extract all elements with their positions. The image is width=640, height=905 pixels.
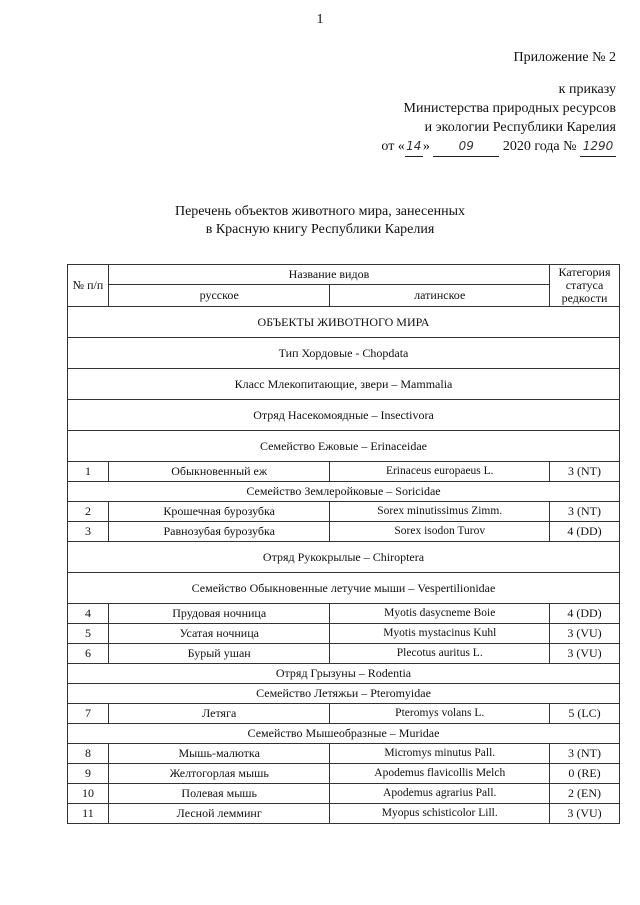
cell-latin-name: Myotis mystacinus Kuhl [330, 624, 550, 644]
cell-russian-name: Прудовая ночница [108, 604, 330, 624]
title-line-2: в Красную книгу Республики Карелия [205, 222, 435, 237]
table-row [68, 624, 620, 644]
table-row [68, 804, 620, 824]
table-group-row [68, 684, 620, 704]
cell-category: 3 (NT) [550, 462, 620, 482]
group-heading: Отряд Рукокрылые – Chiroptera [68, 542, 620, 573]
cell-latin-name: Sorex isodon Turov [330, 522, 550, 542]
header-category: Категория статуса редкости [550, 265, 620, 307]
table-group-row [68, 724, 620, 744]
header-latin: латинское [330, 285, 550, 307]
cell-number: 11 [68, 804, 109, 824]
table-row [68, 604, 620, 624]
table-group-row [68, 338, 620, 369]
cell-russian-name: Крошечная бурозубка [108, 502, 330, 522]
table-row [68, 462, 620, 482]
cell-latin-name: Apodemus agrarius Pall. [330, 784, 550, 804]
header-number: № п/п [68, 265, 109, 307]
title-line-1: Перечень объектов животного мира, занесенных [174, 204, 466, 219]
cell-latin-name: Pteromys volans L. [330, 704, 550, 724]
table-group-row [68, 431, 620, 462]
order-reference [381, 80, 616, 157]
order-line-1: к приказу [558, 82, 616, 97]
cell-russian-name: Полевая мышь [108, 784, 330, 804]
cell-number: 9 [68, 764, 109, 784]
date-prefix: от « [381, 139, 405, 154]
order-month: 09 [433, 137, 499, 157]
table-row [68, 502, 620, 522]
group-heading: Тип Хордовые - Chopdata [68, 338, 620, 369]
page-number: 1 [316, 12, 324, 27]
table-group-row [68, 542, 620, 573]
group-heading: Семейство Землеройковые – Soricidae [68, 482, 620, 502]
table-group-row [68, 482, 620, 502]
table-group-row [68, 369, 620, 400]
cell-category: 2 (EN) [550, 784, 620, 804]
cell-category: 3 (VU) [550, 624, 620, 644]
group-heading: ОБЪЕКТЫ ЖИВОТНОГО МИРА [68, 307, 620, 338]
table-row [68, 644, 620, 664]
table-row [68, 784, 620, 804]
cell-category: 3 (VU) [550, 644, 620, 664]
group-heading: Отряд Грызуны – Rodentia [68, 664, 620, 684]
group-heading: Семейство Ежовые – Erinaceidae [68, 431, 620, 462]
cell-category: 0 (RE) [550, 764, 620, 784]
cell-number: 4 [68, 604, 109, 624]
document-title [0, 203, 640, 239]
cell-latin-name: Micromys minutus Pall. [330, 744, 550, 764]
group-heading: Класс Млекопитающие, звери – Mammalia [68, 369, 620, 400]
cell-latin-name: Myopus schisticolor Lill. [330, 804, 550, 824]
order-line-3: и экологии Республики Карелия [424, 120, 616, 135]
cell-latin-name: Myotis dasycneme Boie [330, 604, 550, 624]
cell-number: 6 [68, 644, 109, 664]
cell-russian-name: Мышь-малютка [108, 744, 330, 764]
cell-russian-name: Лесной лемминг [108, 804, 330, 824]
order-year-text: 2020 года № [502, 139, 577, 154]
table-row [68, 522, 620, 542]
cell-number: 10 [68, 784, 109, 804]
cell-number: 1 [68, 462, 109, 482]
table-row [68, 764, 620, 784]
cell-category: 5 (LC) [550, 704, 620, 724]
group-heading: Семейство Обыкновенные летучие мыши – Vespertilionidae [68, 573, 620, 604]
group-heading: Отряд Насекомоядные – Insectivora [68, 400, 620, 431]
date-mid: » [422, 139, 430, 154]
table-group-row [68, 664, 620, 684]
cell-category: 4 (DD) [550, 522, 620, 542]
table-group-row [68, 400, 620, 431]
red-book-table [67, 264, 620, 824]
cell-russian-name: Летяга [108, 704, 330, 724]
cell-number: 2 [68, 502, 109, 522]
table-group-row [68, 307, 620, 338]
cell-number: 5 [68, 624, 109, 644]
cell-number: 7 [68, 704, 109, 724]
cell-russian-name: Равнозубая бурозубка [108, 522, 330, 542]
cell-latin-name: Plecotus auritus L. [330, 644, 550, 664]
cell-russian-name: Обыкновенный еж [108, 462, 330, 482]
order-day: 14 [405, 137, 423, 157]
cell-number: 8 [68, 744, 109, 764]
cell-russian-name: Желтогорлая мышь [108, 764, 330, 784]
table-row [68, 704, 620, 724]
cell-russian-name: Бурый ушан [108, 644, 330, 664]
order-date-line [381, 137, 616, 157]
table-row [68, 744, 620, 764]
cell-latin-name: Sorex minutissimus Zimm. [330, 502, 550, 522]
group-heading: Семейство Мышеобразные – Muridae [68, 724, 620, 744]
table-body [68, 307, 620, 824]
group-heading: Семейство Летяжьи – Pteromyidae [68, 684, 620, 704]
appendix-label: Приложение № 2 [513, 50, 616, 65]
cell-category: 3 (VU) [550, 804, 620, 824]
cell-latin-name: Apodemus flavicollis Melch [330, 764, 550, 784]
cell-category: 3 (NT) [550, 744, 620, 764]
order-line-2: Министерства природных ресурсов [403, 101, 616, 116]
order-number: 1290 [580, 137, 616, 157]
cell-number: 3 [68, 522, 109, 542]
header-russian: русское [108, 285, 330, 307]
cell-latin-name: Erinaceus europaeus L. [330, 462, 550, 482]
header-species-name: Название видов [108, 265, 549, 285]
cell-category: 3 (NT) [550, 502, 620, 522]
table-group-row [68, 573, 620, 604]
cell-russian-name: Усатая ночница [108, 624, 330, 644]
cell-category: 4 (DD) [550, 604, 620, 624]
